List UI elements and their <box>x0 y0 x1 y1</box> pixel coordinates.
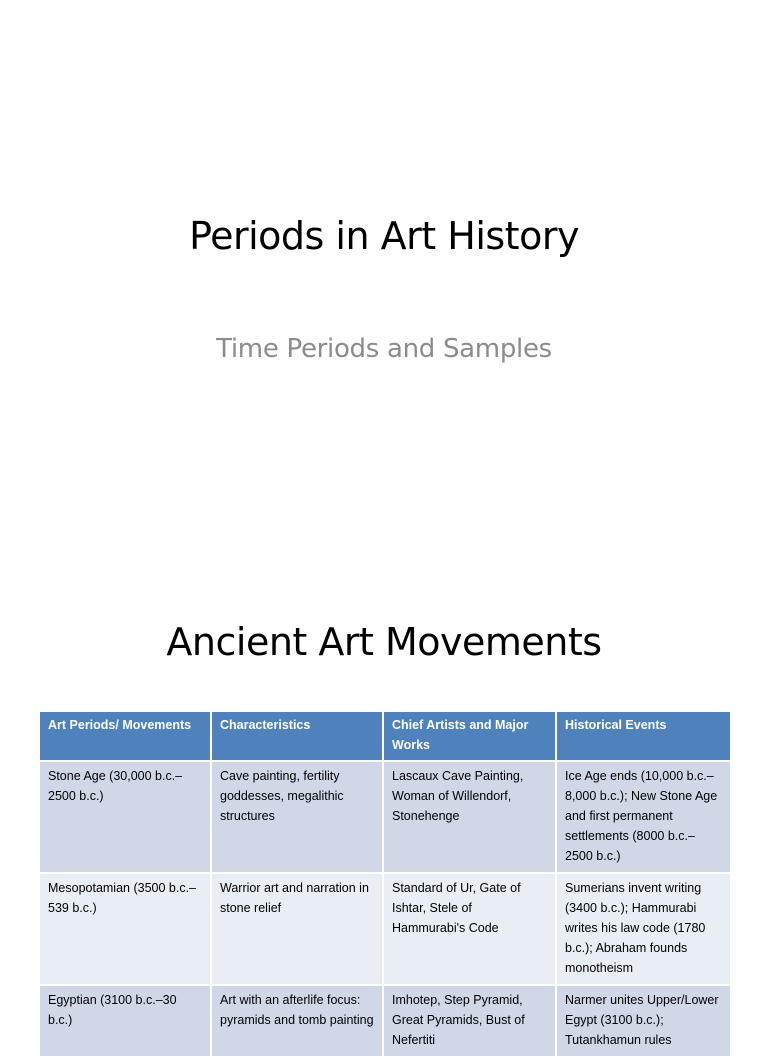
table-cell: Imhotep, Step Pyramid, Great Pyramids, Bust of Nefertiti <box>383 985 556 1057</box>
table-cell: Sumerians invent writing (3400 b.c.); Hammurabi writes his law code (1780 b.c.); Abraham founds monotheism <box>556 873 731 985</box>
header-characteristics: Characteristics <box>211 711 383 761</box>
table-cell: Narmer unites Upper/Lower Egypt (3100 b.c.); Tutankhamun rules <box>556 985 731 1057</box>
art-movements-table <box>38 710 732 1058</box>
table-cell: Cave painting, fertility goddesses, megalithic structures <box>211 761 383 873</box>
table-cell: Standard of Ur, Gate of Ishtar, Stele of Hammurabi's Code <box>383 873 556 985</box>
table-row <box>39 761 731 873</box>
table-cell: Art with an afterlife focus: pyramids and tomb painting <box>211 985 383 1057</box>
header-chief-artists: Chief Artists and Major Works <box>383 711 556 761</box>
table-row <box>39 873 731 985</box>
header-art-periods: Art Periods/ Movements <box>39 711 211 761</box>
table-cell: Warrior art and narration in stone relief <box>211 873 383 985</box>
presentation-subtitle: Time Periods and Samples <box>216 334 552 364</box>
table-cell: Egyptian (3100 b.c.–30 b.c.) <box>39 985 211 1057</box>
slide-title: Ancient Art Movements <box>166 620 602 664</box>
table-header-row <box>39 711 731 761</box>
table-cell: Lascaux Cave Painting, Woman of Willendorf, Stonehenge <box>383 761 556 873</box>
presentation-title: Periods in Art History <box>189 214 579 258</box>
table-row <box>39 985 731 1057</box>
table-cell: Mesopotamian (3500 b.c.–539 b.c.) <box>39 873 211 985</box>
table-cell: Ice Age ends (10,000 b.c.–8,000 b.c.); New Stone Age and first permanent settlements (8000 b.c.–2500 b.c.) <box>556 761 731 873</box>
ancient-art-slide <box>0 576 768 1047</box>
table-cell: Stone Age (30,000 b.c.–2500 b.c.) <box>39 761 211 873</box>
header-historical-events: Historical Events <box>556 711 731 761</box>
